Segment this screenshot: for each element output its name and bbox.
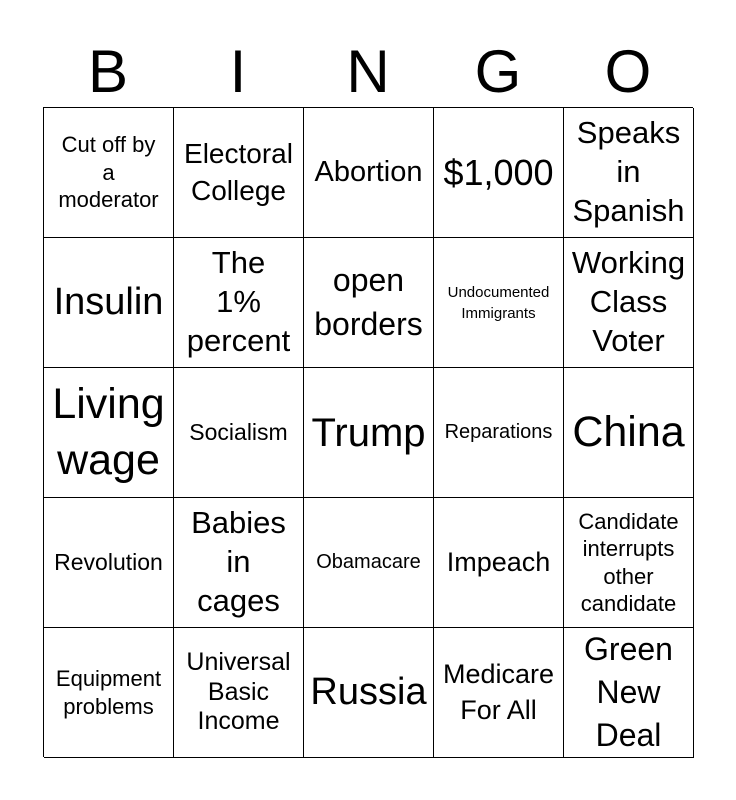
bingo-cell[interactable] <box>434 498 564 628</box>
cell-text: Universal Basic Income <box>186 648 291 736</box>
bingo-cell[interactable] <box>44 368 174 498</box>
cell-text: Babies in cages <box>191 505 286 618</box>
cell-text: Socialism <box>189 419 288 446</box>
bingo-cell[interactable] <box>174 628 304 758</box>
bingo-cell[interactable] <box>434 628 564 758</box>
bingo-cell[interactable] <box>174 368 304 498</box>
cell-text: Insulin <box>53 280 164 323</box>
bingo-cell[interactable] <box>564 108 694 238</box>
cell-text: open borders <box>314 262 423 342</box>
bingo-cell[interactable] <box>44 498 174 628</box>
bingo-cell[interactable] <box>564 238 694 368</box>
header-letter-b: B <box>87 38 129 105</box>
header-letter-g: G <box>474 38 522 105</box>
bingo-board <box>43 107 693 757</box>
header-letter-o: O <box>604 38 652 105</box>
bingo-cell[interactable] <box>564 498 694 628</box>
cell-text: China <box>572 407 685 456</box>
bingo-cell[interactable] <box>44 238 174 368</box>
header-letter-n: N <box>346 38 390 105</box>
bingo-cell[interactable] <box>174 238 304 368</box>
cell-text: The 1% percent <box>186 245 291 358</box>
cell-text: Speaks in Spanish <box>572 115 685 228</box>
bingo-cell[interactable] <box>304 108 434 238</box>
bingo-cell[interactable] <box>304 238 434 368</box>
bingo-cell[interactable] <box>174 498 304 628</box>
cell-text: Candidate interrupts other candidate <box>578 508 679 616</box>
cell-text: Equipment problems <box>55 666 162 719</box>
cell-text: Obamacare <box>316 551 421 574</box>
cell-text: Electoral College <box>184 138 293 206</box>
cell-text: Reparations <box>444 421 553 444</box>
bingo-cell[interactable] <box>564 368 694 498</box>
bingo-cell[interactable] <box>174 108 304 238</box>
bingo-cell[interactable] <box>434 238 564 368</box>
bingo-cell[interactable] <box>434 108 564 238</box>
cell-text: Trump <box>311 410 426 455</box>
cell-text: Medicare For All <box>442 659 555 725</box>
cell-text: Abortion <box>314 155 423 188</box>
bingo-header <box>43 40 693 104</box>
bingo-cell[interactable] <box>44 108 174 238</box>
bingo-cell[interactable] <box>564 628 694 758</box>
cell-text: Working Class Voter <box>571 245 686 358</box>
cell-text: Russia <box>310 670 427 713</box>
bingo-cell[interactable] <box>304 368 434 498</box>
cell-text: Undocumented Immigrants <box>447 283 550 322</box>
bingo-cell[interactable] <box>304 628 434 758</box>
cell-text: Impeach <box>446 546 551 577</box>
header-letter-i: I <box>229 38 247 105</box>
bingo-cell[interactable] <box>304 498 434 628</box>
cell-text: Green New Deal <box>584 630 673 754</box>
bingo-cell[interactable] <box>44 628 174 758</box>
cell-text: Cut off by a moderator <box>58 132 159 213</box>
bingo-cell[interactable] <box>434 368 564 498</box>
cell-text: $1,000 <box>443 151 554 193</box>
cell-text: Living wage <box>52 379 165 484</box>
cell-text: Revolution <box>54 549 163 576</box>
